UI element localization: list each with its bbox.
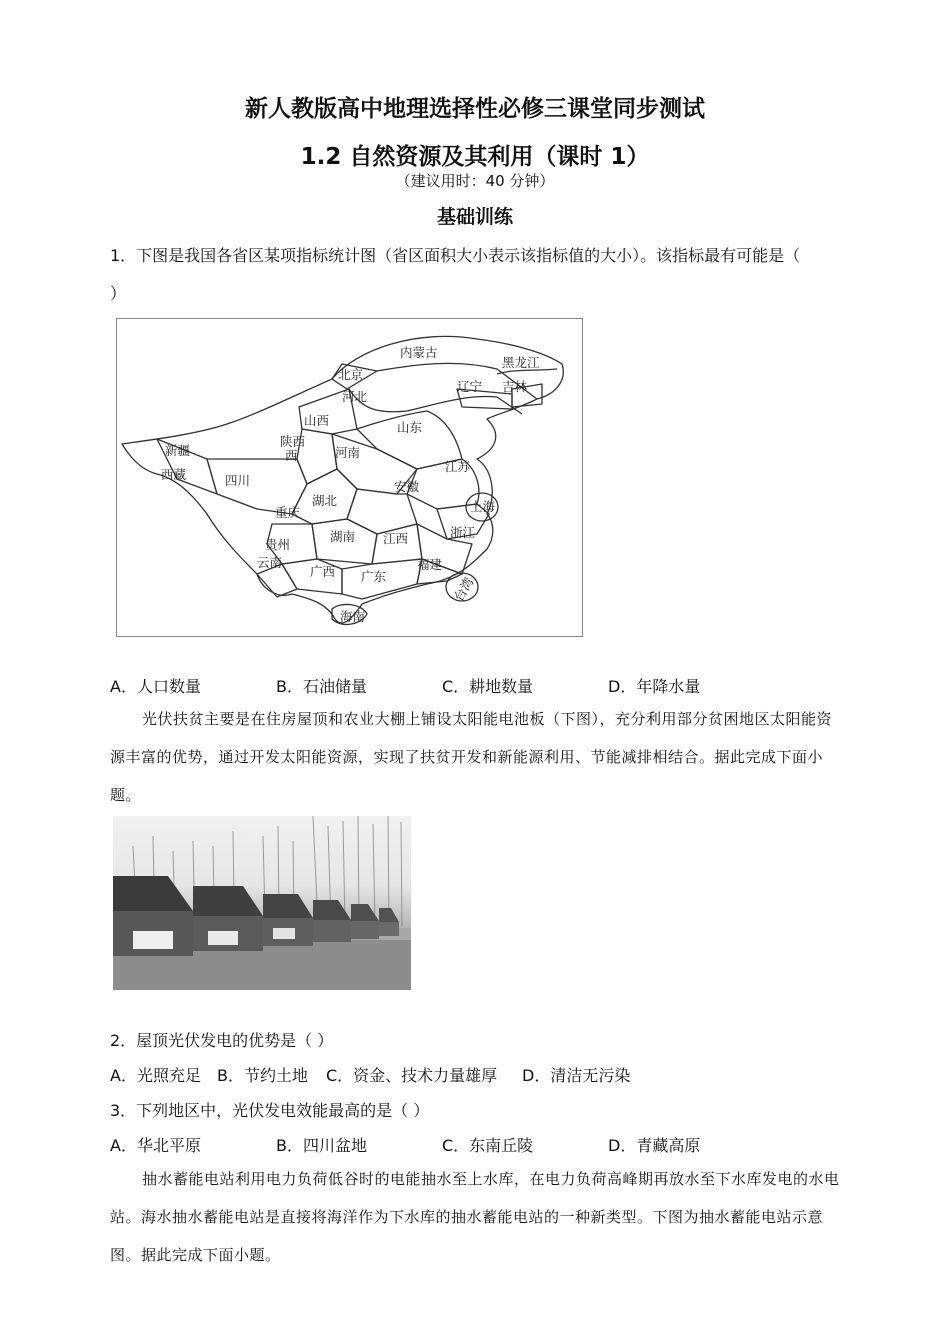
map-label: 重庆 — [275, 505, 301, 520]
map-label: 广西 — [310, 564, 336, 579]
question-2-stem: 2．屋顶光伏发电的优势是（ ） — [110, 1031, 334, 1050]
map-label: 北京 — [338, 367, 364, 382]
map-label: 辽宁 — [457, 379, 483, 394]
map-label: 上海 — [470, 499, 496, 514]
q1-option-b[interactable]: B．石油储量 — [276, 677, 367, 696]
map-label: 湖北 — [312, 493, 338, 508]
province-cartogram — [117, 319, 582, 636]
map-label: 浙江 — [450, 525, 476, 540]
map-label: 四川 — [225, 473, 251, 488]
map-label: 湖南 — [330, 529, 356, 544]
map-label: 海南 — [340, 609, 366, 624]
map-label: 贵州 — [265, 537, 291, 552]
map-label: 河北 — [342, 389, 368, 404]
q1-option-c[interactable]: C．耕地数量 — [442, 677, 534, 696]
map-label: 安徽 — [394, 479, 420, 494]
map-label: 山东 — [397, 420, 423, 435]
q2-option-c[interactable]: C．资金、技术力量雄厚 — [326, 1066, 498, 1085]
q3-option-c[interactable]: C．东南丘陵 — [442, 1136, 534, 1155]
q2-option-d[interactable]: D．清洁无污染 — [522, 1066, 631, 1085]
map-label: 江苏 — [445, 459, 471, 474]
map-label: 江西 — [383, 531, 409, 546]
map-label: 黑龙江 — [502, 355, 540, 370]
map-label: 内蒙古 — [400, 345, 438, 360]
map-label: 新疆 — [165, 443, 191, 458]
question-1-stem: 1．下图是我国各省区某项指标统计图（省区面积大小表示该指标值的大小）。该指标最有可能是（ — [110, 246, 801, 265]
map-label: 山西 — [304, 413, 330, 428]
q1-option-d[interactable]: D．年降水量 — [608, 677, 701, 696]
time-note: （建议用时：40 分钟） — [395, 172, 555, 190]
map-label: 福建 — [417, 557, 443, 572]
map-label: 台湾 — [450, 574, 477, 604]
map-label: 西藏 — [161, 467, 187, 482]
section-heading: 基础训练 — [436, 206, 513, 228]
solar-roof-photo — [113, 816, 411, 990]
question-1-stem-end: ） — [110, 284, 127, 303]
map-label: 西 — [285, 448, 298, 463]
solar-houses-illustration — [113, 816, 411, 990]
passage-solar-poverty: 光伏扶贫主要是在住房屋顶和农业大棚上铺设太阳能电池板（下图），充分利用部分贫困地区太阳能资源丰富的优势，通过开发太阳能资源，实现了扶贫开发和新能源利用、节能减排相结合。据此完成下面小题。 — [110, 710, 833, 804]
province-map-figure — [116, 318, 583, 637]
document-title: 新人教版高中地理选择性必修三课堂同步测试 — [245, 96, 705, 122]
passage-pumped-storage: 抽水蓄能电站利用电力负荷低谷时的电能抽水至上水库，在电力负荷高峰期再放水至下水库发电的水电站。海水抽水蓄能电站是直接将海洋作为下水库的抽水蓄能电站的一种新类型。下图为抽水蓄能电站示意图。据此完成下面小题。 — [110, 1170, 840, 1264]
map-label: 河南 — [335, 445, 361, 460]
map-label: 云南 — [257, 555, 283, 570]
lesson-title: 1.2 自然资源及其利用（课时 1） — [300, 144, 650, 170]
q3-option-b[interactable]: B．四川盆地 — [276, 1136, 367, 1155]
map-label: 吉林 — [502, 379, 528, 394]
q1-option-a[interactable]: A．人口数量 — [110, 677, 201, 696]
map-label: 广东 — [361, 569, 387, 584]
q2-option-a[interactable]: A．光照充足 — [110, 1066, 201, 1085]
q2-option-b[interactable]: B．节约土地 — [217, 1066, 308, 1085]
question-3-stem: 3．下列地区中，光伏发电效能最高的是（ ） — [110, 1101, 430, 1120]
map-label: 陕西 — [280, 434, 306, 449]
q3-option-a[interactable]: A．华北平原 — [110, 1136, 201, 1155]
q3-option-d[interactable]: D．青藏高原 — [608, 1136, 701, 1155]
